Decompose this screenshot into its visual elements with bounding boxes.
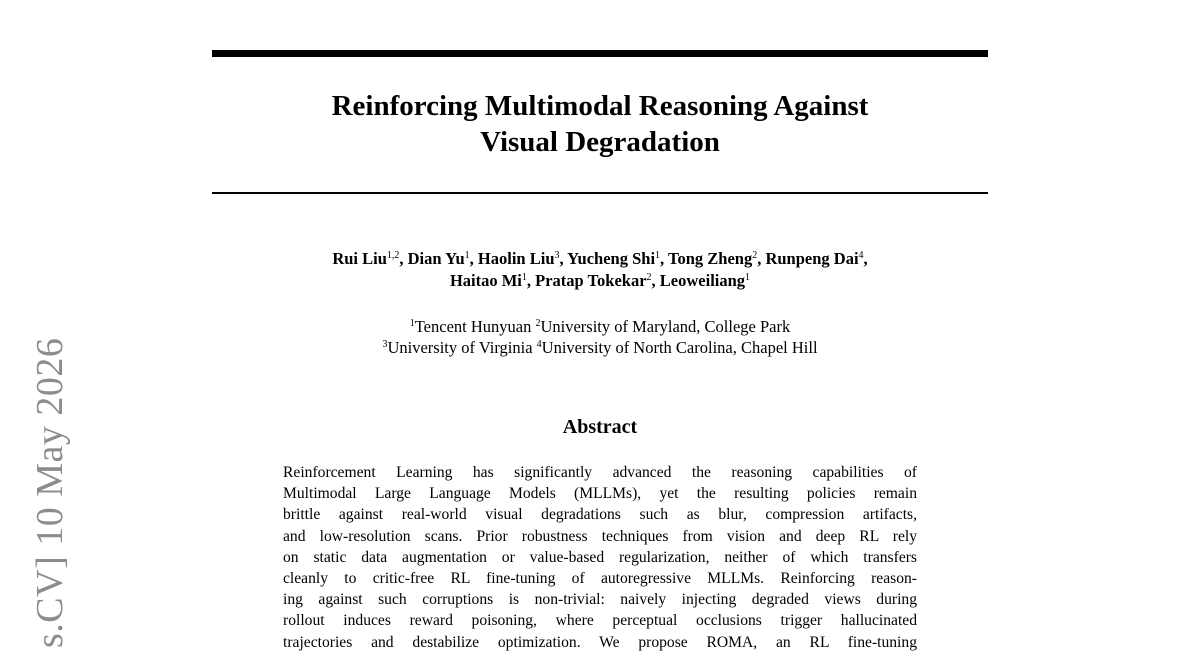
abstract-line: cleanly to critic-free RL fine-tuning of autoregressive MLLMs. Reinforcing reason-: [283, 570, 917, 588]
abstract-line: brittle against real-world visual degradations such as blur, compression artifacts,: [283, 506, 917, 524]
author-affiliation-marker: 1: [521, 272, 527, 283]
abstract-line: Reinforcement Learning has significantly advanced the reasoning capabilities of: [283, 464, 917, 481]
abstract-line: ing against such corruptions is non-trivial: naively injecting degraded views during: [283, 591, 917, 609]
author-name: Pratap Tokekar: [535, 271, 647, 290]
title-bottom-rule: [212, 192, 988, 194]
author-affiliation-marker: 1: [464, 250, 470, 261]
author-line: Rui Liu$^{1,2}$, Dian Yu$^1$, Haolin Liu$^3$, Yucheng Shi$^1$, Tong Zheng$^2$, Runpeng Dai$^4$,: [332, 249, 868, 268]
affiliation-line: [212, 316, 988, 337]
abstract-line: and low-resolution scans. Prior robustness techniques from vision and deep RL rely: [283, 527, 917, 545]
affiliation-name: University of Virginia: [387, 338, 537, 357]
affiliation-name: University of Maryland, College Park: [540, 317, 791, 336]
author-name: Leoweiliang: [659, 271, 746, 290]
author-affiliation-marker: 2: [752, 250, 758, 261]
abstract-line: rollout induces reward poisoning, where perceptual occlusions trigger hallucinated: [283, 612, 917, 630]
author-affiliation-marker: 1: [745, 272, 751, 283]
affiliation-marker: 4: [536, 339, 542, 350]
author-name: Haolin Liu: [477, 249, 555, 268]
author-name: Rui Liu: [332, 249, 387, 268]
paper-title-line: Reinforcing Multimodal Reasoning Against: [331, 90, 869, 122]
author-list: [212, 248, 988, 292]
affiliation-list: [212, 316, 988, 358]
affiliation-marker: 3: [382, 339, 388, 350]
author-affiliation-marker: 3: [554, 250, 560, 261]
abstract-body: [283, 462, 917, 653]
arxiv-identifier-stamp: s.CV] 10 May 2026: [29, 337, 71, 648]
abstract-heading: Abstract: [562, 416, 638, 438]
affiliation-name: Tencent Hunyuan: [414, 317, 536, 336]
paper-title-line: Visual Degradation: [480, 126, 720, 158]
author-name: Tong Zheng: [667, 249, 753, 268]
author-affiliation-marker: 2: [646, 272, 652, 283]
abstract-line: on static data augmentation or value-based regularization, neither of which transfers: [283, 548, 917, 566]
affiliation-marker: 1: [409, 318, 415, 329]
author-affiliation-marker: 1: [655, 250, 661, 261]
affiliation-line: [212, 337, 988, 358]
affiliation-name: University of North Carolina, Chapel Hill: [541, 338, 818, 357]
author-name: Yucheng Shi: [567, 249, 656, 268]
abstract-line: Multimodal Large Language Models (MLLMs), yet the resulting policies remain: [283, 485, 917, 503]
author-name: Haitao Mi: [449, 271, 522, 290]
author-affiliation-marker: 1,2: [386, 250, 400, 261]
author-line: Haitao Mi$^1$, Pratap Tokekar$^2$, Leoweiliang$^1$: [449, 271, 751, 290]
paper-title: [212, 88, 988, 160]
affiliation-marker: 2: [535, 318, 541, 329]
author-name: Runpeng Dai: [765, 249, 859, 268]
title-top-rule: [212, 50, 988, 57]
author-affiliation-marker: 4: [858, 250, 864, 261]
abstract-line: trajectories and destabilize optimization. We propose ROMA, an RL fine-tuning: [283, 633, 917, 651]
author-name: Dian Yu: [407, 249, 465, 268]
